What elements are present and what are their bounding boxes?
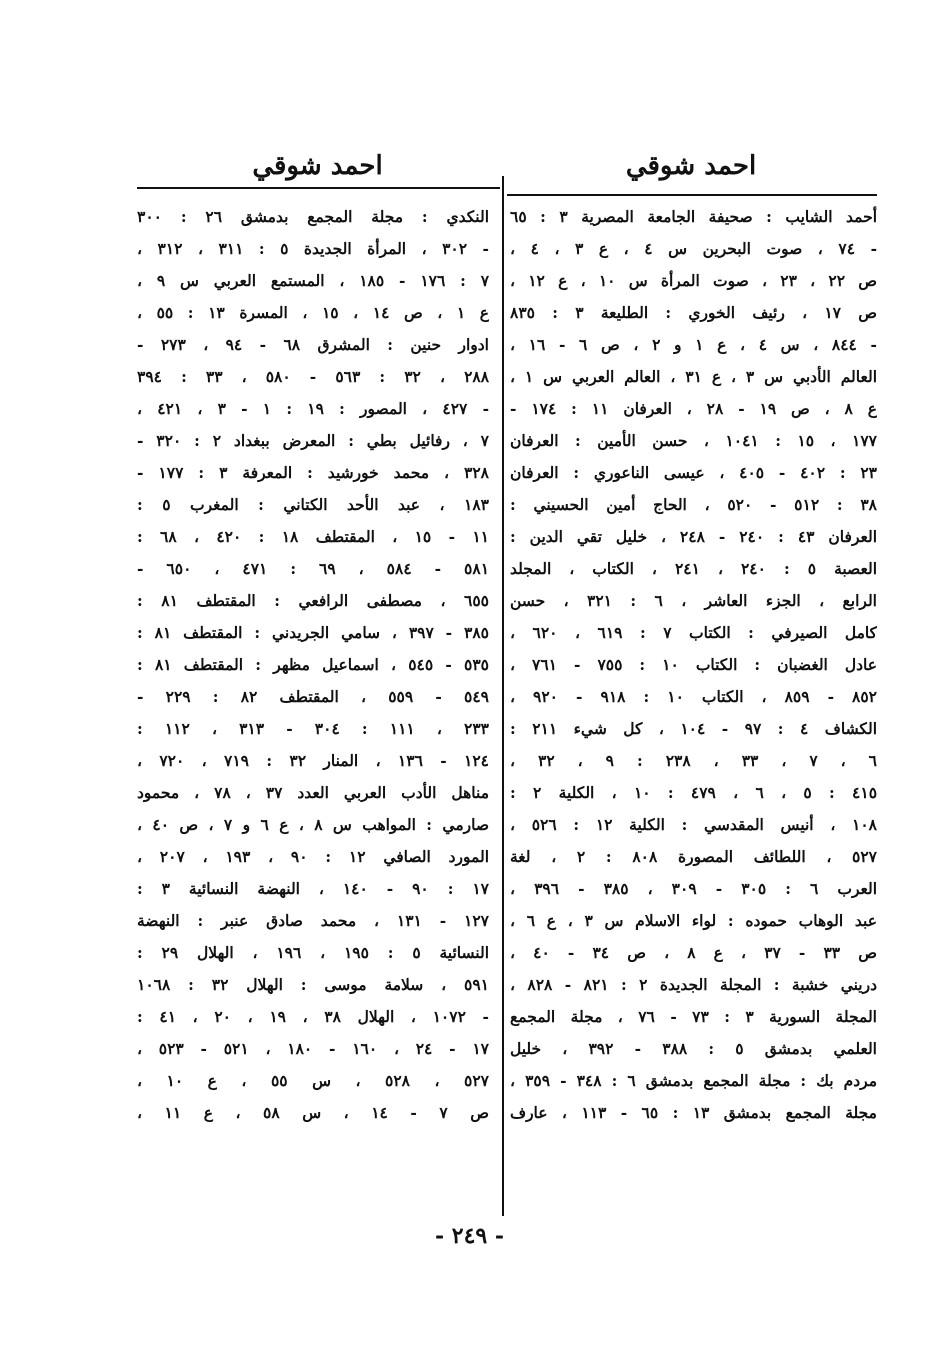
text-line: ٥٤٩ - ٥٥٩ ، المقتطف ٨٢ : ٢٢٩ - (137, 687, 489, 706)
text-line: ٦٥٥ ، مصطفى الرافعي : المقتطف ٨١ : (137, 591, 489, 610)
text-line: - ٣٠٢ ، المرأة الجديدة ٥ : ٣١١ ، ٣١٢ ، (137, 239, 489, 258)
text-line: - ٧٤ ، صوت البحرين س ٤ ، ع ٣ ، ٤ ، (510, 239, 877, 258)
text-line: ٧ : ١٧٦ - ١٨٥ ، المستمع العربي س ٩ ، (137, 271, 489, 290)
text-line: ٦ ، ٧ ، ٣٣ ، ٢٣٨ : ٩ ، ٣٢ ، (510, 751, 877, 770)
text-line: ٥٢٧ ، اللطائف المصورة ٨٠٨ : ٢ ، لغة (510, 847, 877, 866)
text-line: ٣٢٨ ، محمد خورشيد : المعرفة ٣ : ١٧٧ - (137, 463, 489, 482)
text-line: ٥٣٥ - ٥٤٥ ، اسماعيل مظهر : المقتطف ٨١ : (137, 655, 489, 674)
text-line: أحمد الشايب : صحيفة الجامعة المصرية ٣ : ٦٥ (510, 207, 877, 226)
text-line: ص ٢٢ ، ٢٣ ، صوت المرأة س ١٠ ، ع ١٢ ، (510, 271, 877, 290)
text-line: عبد الوهاب حموده : لواء الاسلام س ٣ ، ع ٦ ، (510, 911, 877, 930)
header-rule-left (137, 187, 500, 189)
text-line: عادل الغضبان : الكتاب ١٠ : ٧٥٥ - ٧٦١ ، (510, 655, 877, 674)
text-line: ص ٣٣ - ٣٧ ، ع ٨ ، ص ٣٤ - ٤٠ ، (510, 943, 877, 962)
text-line: ١٢٧ - ١٣١ ، محمد صادق عنبر : النهضة (137, 911, 489, 930)
text-line: مجلة المجمع بدمشق ١٣ : ٦٥ - ١١٣ ، عارف (510, 1103, 877, 1122)
text-line: ٥٩١ ، سلامة موسى : الهلال ٣٢ : ١٠٦٨ (137, 975, 489, 994)
page-number: - ٢٤٩ - (434, 1223, 505, 1249)
text-line: ٧ ، رفائيل بطي : المعرض ببغداد ٢ : ٣٢٠ - (137, 431, 489, 450)
column-divider (502, 176, 504, 1216)
text-line: ادوار حنين : المشرق ٦٨ - ٩٤ ، ٢٧٣ - (137, 335, 489, 354)
text-line: ٣٨ : ٥١٢ - ٥٢٠ ، الحاج أمين الحسيني : (510, 495, 877, 514)
text-line: - ١٠٧٢ ، الهلال ٣٨ ، ١٩ ، ٢٠ ، ٤١ : (137, 1007, 489, 1026)
text-line: العالم الأدبي س ٣ ، ع ٣١ ، العالم العربي س ١ ، (510, 367, 877, 386)
text-line: المجلة السورية ٣ : ٧٣ - ٧٦ ، مجلة المجمع (510, 1007, 877, 1026)
text-line: ١٧ : ٩٠ - ١٤٠ ، النهضة النسائية ٣ : (137, 879, 489, 898)
header-rule-right (507, 194, 877, 196)
text-line: دريني خشبة : المجلة الجديدة ٢ : ٨٢١ - ٨٢٨ ، (510, 975, 877, 994)
text-line: ٢٨٨ ، ٣٢ : ٥٦٣ - ٥٨٠ ، ٣٣ : ٣٩٤ (137, 367, 489, 386)
text-line: ٤١٥ : ٥ ، ٦ ، ٤٧٩ : ١٠ ، الكلية ٢ : (510, 783, 877, 802)
text-line: ص ١٧ ، رئيف الخوري : الطليعة ٣ : ٨٣٥ (510, 303, 877, 322)
text-line: ص ٧ - ١٤ ، س ٥٨ ، ع ١١ ، (137, 1103, 489, 1122)
text-line: - ٨٤٤ ، س ٤ ، ع ١ و ٢ ، ص ٦ - ١٦ ، (510, 335, 877, 354)
text-column-left (137, 201, 489, 1129)
text-line: ٨٥٢ - ٨٥٩ ، الكتاب ١٠ : ٩١٨ - ٩٢٠ ، (510, 687, 877, 706)
text-column-right (510, 201, 877, 1129)
text-line: ٥٢٧ ، ٥٢٨ ، س ٥٥ ، ع ١٠ ، (137, 1071, 489, 1090)
text-line: صارمي : المواهب س ٨ ، ع ٦ و ٧ ، ص ٤٠ ، (137, 815, 489, 834)
text-line: ١٧٧ ، ١٥ : ١٠٤١ ، حسن الأمين : العرفان (510, 431, 877, 450)
text-line: ١٢٤ - ١٣٦ ، المنار ٣٢ : ٧١٩ ، ٧٢٠ ، (137, 751, 489, 770)
text-line: مردم بك : مجلة المجمع بدمشق ٦ : ٣٤٨ - ٣٥٩ ، (510, 1071, 877, 1090)
text-line: الكشاف ٤ : ٩٧ - ١٠٤ ، كل شيء ٢١١ : (510, 719, 877, 738)
text-line: كامل الصيرفي : الكتاب ٧ : ٦١٩ ، ٦٢٠ ، (510, 623, 877, 642)
text-line: ٢٣٣ ، ١١١ : ٣٠٤ - ٣١٣ ، ١١٢ : (137, 719, 489, 738)
text-line: ١٧ - ٢٤ ، ١٦٠ - ١٨٠ ، ٥٢١ - ٥٢٣ ، (137, 1039, 489, 1058)
text-line: العرفان ٤٣ : ٢٤٠ - ٢٤٨ ، خليل تقي الدين : (510, 527, 877, 546)
text-line: الرابع ، الجزء العاشر ، ٦ : ٣٢١ ، حسن (510, 591, 877, 610)
text-line: مناهل الأدب العربي العدد ٣٧ ، ٧٨ ، محمود (137, 783, 489, 802)
running-head-right: احمد شوقي (625, 151, 757, 181)
text-line: ١٨٣ ، عبد الأحد الكتاني : المغرب ٥ : (137, 495, 489, 514)
text-line: ٥٨١ - ٥٨٤ ، ٦٩ : ٤٧١ ، ٦٥٠ - (137, 559, 489, 578)
text-line: العلمي بدمشق ٥ : ٣٨٨ - ٣٩٢ ، خليل (510, 1039, 877, 1058)
text-line: - ٤٢٧ ، المصور : ١٩ : ١ - ٣ ، ٤٢١ ، (137, 399, 489, 418)
running-head-left: احمد شوقي (252, 151, 383, 181)
text-line: ٣٨٥ - ٣٩٧ ، سامي الجريدني : المقتطف ٨١ : (137, 623, 489, 642)
text-line: العرب ٦ : ٣٠٥ - ٣٠٩ ، ٣٨٥ - ٣٩٦ ، (510, 879, 877, 898)
text-line: ع ١ ، ص ١٤ ، ١٥ ، المسرة ١٣ : ٥٥ ، (137, 303, 489, 322)
text-line: ع ٨ ، ص ١٩ - ٢٨ ، العرفان ١١ : ١٧٤ - (510, 399, 877, 418)
text-line: ١١ - ١٥ ، المقتطف ١٨ : ٤٢٠ ، ٦٨ : (137, 527, 489, 546)
text-line: ١٠٨ ، أنيس المقدسي : الكلية ١٢ : ٥٢٦ ، (510, 815, 877, 834)
text-line: ٢٣ : ٤٠٢ - ٤٠٥ ، عيسى الناعوري : العرفان (510, 463, 877, 482)
text-line: النكدي : مجلة المجمع بدمشق ٢٦ : ٣٠٠ (137, 207, 489, 226)
text-line: النسائية ٥ : ١٩٥ ، ١٩٦ ، الهلال ٢٩ : (137, 943, 489, 962)
text-line: العصبة ٥ : ٢٤٠ ، ٢٤١ ، الكتاب ، المجلد (510, 559, 877, 578)
text-line: المورد الصافي ١٢ : ٩٠ ، ١٩٣ ، ٢٠٧ ، (137, 847, 489, 866)
